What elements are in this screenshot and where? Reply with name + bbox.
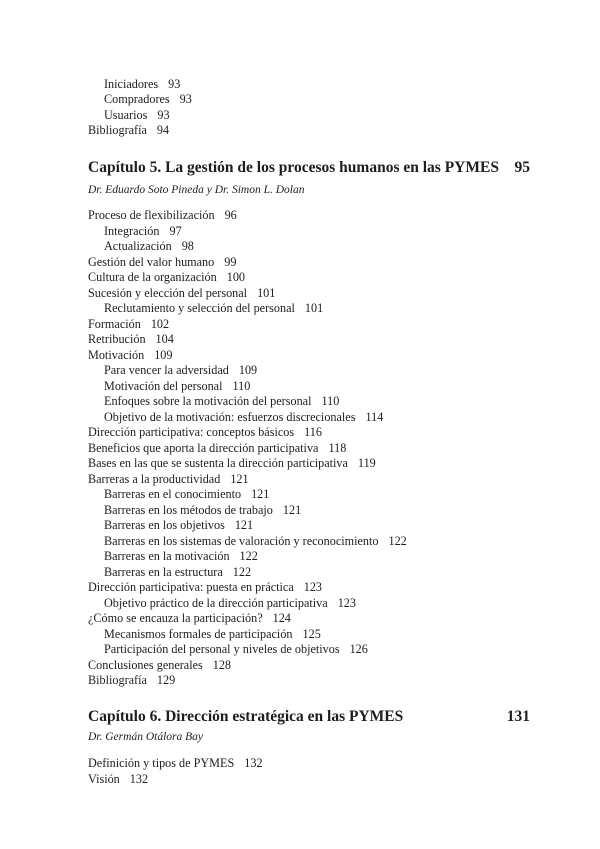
toc-entry-text: Barreras en los métodos de trabajo xyxy=(104,502,273,517)
toc-entry xyxy=(104,239,194,254)
toc-entry-text: Conclusiones generales xyxy=(88,657,203,672)
toc-entry xyxy=(88,580,322,595)
toc-entry xyxy=(88,332,174,347)
toc-entry-page: 118 xyxy=(328,440,347,455)
toc-entry-page: 110 xyxy=(232,378,251,393)
toc-entry-page: 102 xyxy=(150,316,170,331)
toc-entry-text: Participación del personal y niveles de objetivos xyxy=(104,642,340,656)
toc-entry xyxy=(104,394,339,409)
toc-entry-page: 99 xyxy=(224,254,237,269)
toc-entry-page: 93 xyxy=(179,92,192,107)
toc-entry xyxy=(88,673,175,688)
toc-entry-page: 126 xyxy=(349,642,368,656)
toc-entry xyxy=(88,441,346,456)
toc-entry-text: Integración xyxy=(104,223,160,238)
toc-entry-page: 97 xyxy=(169,223,182,238)
toc-entry xyxy=(104,642,368,657)
toc-entry xyxy=(104,301,323,316)
toc-entry xyxy=(104,108,170,123)
toc-entry-text: Para vencer la adversidad xyxy=(104,363,229,377)
chapter-5-heading xyxy=(88,159,530,177)
toc-entry-text: Dirección participativa: conceptos básicos xyxy=(88,425,295,439)
toc-entry-text: Barreras en la motivación xyxy=(104,549,230,563)
toc-entry-text: Proceso de flexibilización xyxy=(88,208,215,222)
toc-entry xyxy=(104,627,321,642)
toc-entry-page: 124 xyxy=(272,611,291,625)
toc-entry-page: 104 xyxy=(155,332,174,346)
toc-entry-text: Barreras en el conocimiento xyxy=(104,487,242,501)
toc-entry-page: 109 xyxy=(238,363,258,377)
toc-entry-page: 121 xyxy=(234,518,254,532)
toc-entry-text: Mecanismos formales de participación xyxy=(104,626,293,641)
toc-entry xyxy=(88,123,169,138)
toc-entry-text: Usuarios xyxy=(104,107,148,122)
chapter-6-authors: Dr. Germán Otálora Bay xyxy=(88,731,203,743)
toc-entry xyxy=(104,77,180,92)
toc-entry-text: Beneficios que aporta la dirección participativa xyxy=(88,440,319,455)
toc-entry-page: 119 xyxy=(357,456,376,470)
toc-entry-page: 122 xyxy=(239,549,258,563)
toc-entry-page: 96 xyxy=(224,208,237,222)
toc-entry-page: 93 xyxy=(157,107,170,122)
toc-entry xyxy=(88,270,245,285)
toc-entry-text: Dirección participativa: puesta en práctica xyxy=(88,580,294,594)
toc-entry-text: Barreras en la estructura xyxy=(104,564,223,579)
toc-entry xyxy=(88,317,169,332)
toc-entry xyxy=(104,503,301,518)
toc-entry-page: 121 xyxy=(251,487,270,501)
toc-entry-text: Sucesión y elección del personal xyxy=(88,285,248,300)
toc-entry-text: Formación xyxy=(88,316,141,331)
toc-entry-page: 121 xyxy=(230,471,249,486)
toc-entry-page: 116 xyxy=(304,425,322,439)
toc-entry xyxy=(88,255,236,270)
toc-entry-page: 132 xyxy=(129,771,149,786)
toc-entry-page: 123 xyxy=(303,580,323,594)
toc-entry-page: 100 xyxy=(226,270,245,284)
chapter-5-title: Capítulo 5. La gestión de los procesos humanos en las PYMES xyxy=(88,159,499,176)
toc-entry-page: 94 xyxy=(156,122,170,137)
toc-entry xyxy=(104,549,258,564)
toc-entry-page: 101 xyxy=(304,301,324,315)
toc-entry-page: 122 xyxy=(232,564,252,579)
toc-entry-text: Reclutamiento y selección del personal xyxy=(104,301,295,315)
toc-entry xyxy=(88,456,376,471)
toc-entry-text: Compradores xyxy=(104,92,170,107)
toc-entry-text: Definición y tipos de PYMES xyxy=(88,756,235,770)
toc-entry xyxy=(104,224,182,239)
toc-entry-page: 121 xyxy=(282,502,302,517)
toc-entry-text: ¿Cómo se encauza la participación? xyxy=(88,611,263,625)
toc-entry xyxy=(104,518,253,533)
chapter-5-page: 95 xyxy=(514,159,530,176)
toc-entry-page: 125 xyxy=(302,626,321,641)
toc-entry-text: Enfoques sobre la motivación del personal xyxy=(104,394,312,408)
toc-entry-text: Retribución xyxy=(88,332,146,346)
toc-entry xyxy=(104,565,251,580)
toc-entry-text: Iniciadores xyxy=(104,77,159,91)
toc-entry-page: 129 xyxy=(156,673,176,687)
toc-entry xyxy=(104,363,257,378)
toc-entry-text: Bibliografía xyxy=(88,122,147,137)
toc-entry-text: Cultura de la organización xyxy=(88,270,217,284)
toc-entry xyxy=(88,348,172,363)
toc-entry-page: 132 xyxy=(244,756,263,770)
toc-entry-page: 110 xyxy=(321,394,340,408)
toc-entry-page: 123 xyxy=(337,595,356,610)
toc-entry xyxy=(104,410,383,425)
toc-entry-text: Bibliografía xyxy=(88,673,147,687)
toc-entry xyxy=(104,534,407,549)
toc-entry-page: 114 xyxy=(365,409,384,424)
toc-entry-page: 101 xyxy=(257,285,276,300)
toc-entry-text: Actualización xyxy=(104,239,172,253)
toc-entry xyxy=(104,596,356,611)
toc-entry xyxy=(88,658,231,673)
toc-entry xyxy=(88,472,249,487)
toc-entry-page: 93 xyxy=(168,77,181,91)
toc-entry-text: Motivación del personal xyxy=(104,378,223,393)
toc-entry-text: Visión xyxy=(88,771,120,786)
toc-entry xyxy=(88,772,148,787)
toc-entry-text: Barreras en los sistemas de valoración y reconocimiento xyxy=(104,533,379,548)
chapter-6-page: 131 xyxy=(506,708,530,725)
toc-entry-text: Barreras en los objetivos xyxy=(104,518,225,532)
toc-entry-text: Objetivo de la motivación: esfuerzos discrecionales xyxy=(104,409,356,424)
toc-entry-text: Objetivo práctico de la dirección participativa xyxy=(104,595,328,610)
toc-entry-text: Barreras a la productividad xyxy=(88,471,221,486)
toc-entry xyxy=(104,92,192,107)
toc-entry-text: Bases en las que se sustenta la dirección participativa xyxy=(88,456,348,470)
chapter-6-heading xyxy=(88,708,530,726)
toc-entry-text: Gestión del valor humano xyxy=(88,254,215,269)
toc-entry xyxy=(88,756,263,771)
chapter-6-title: Capítulo 6. Dirección estratégica en las PYMES xyxy=(88,708,404,725)
toc-entry xyxy=(88,425,322,440)
toc-entry xyxy=(88,611,291,626)
toc-entry-page: 98 xyxy=(181,239,194,253)
toc-entry xyxy=(88,208,237,223)
toc-entry-page: 109 xyxy=(154,347,173,362)
toc-entry-text: Motivación xyxy=(88,347,145,362)
toc-entry xyxy=(104,487,269,502)
toc-entry-page: 128 xyxy=(212,657,232,672)
toc-entry xyxy=(104,379,250,394)
toc-entry-page: 122 xyxy=(388,533,407,548)
toc-entry xyxy=(88,286,275,301)
chapter-5-authors: Dr. Eduardo Soto Pineda y Dr. Simon L. Dolan xyxy=(88,184,305,196)
